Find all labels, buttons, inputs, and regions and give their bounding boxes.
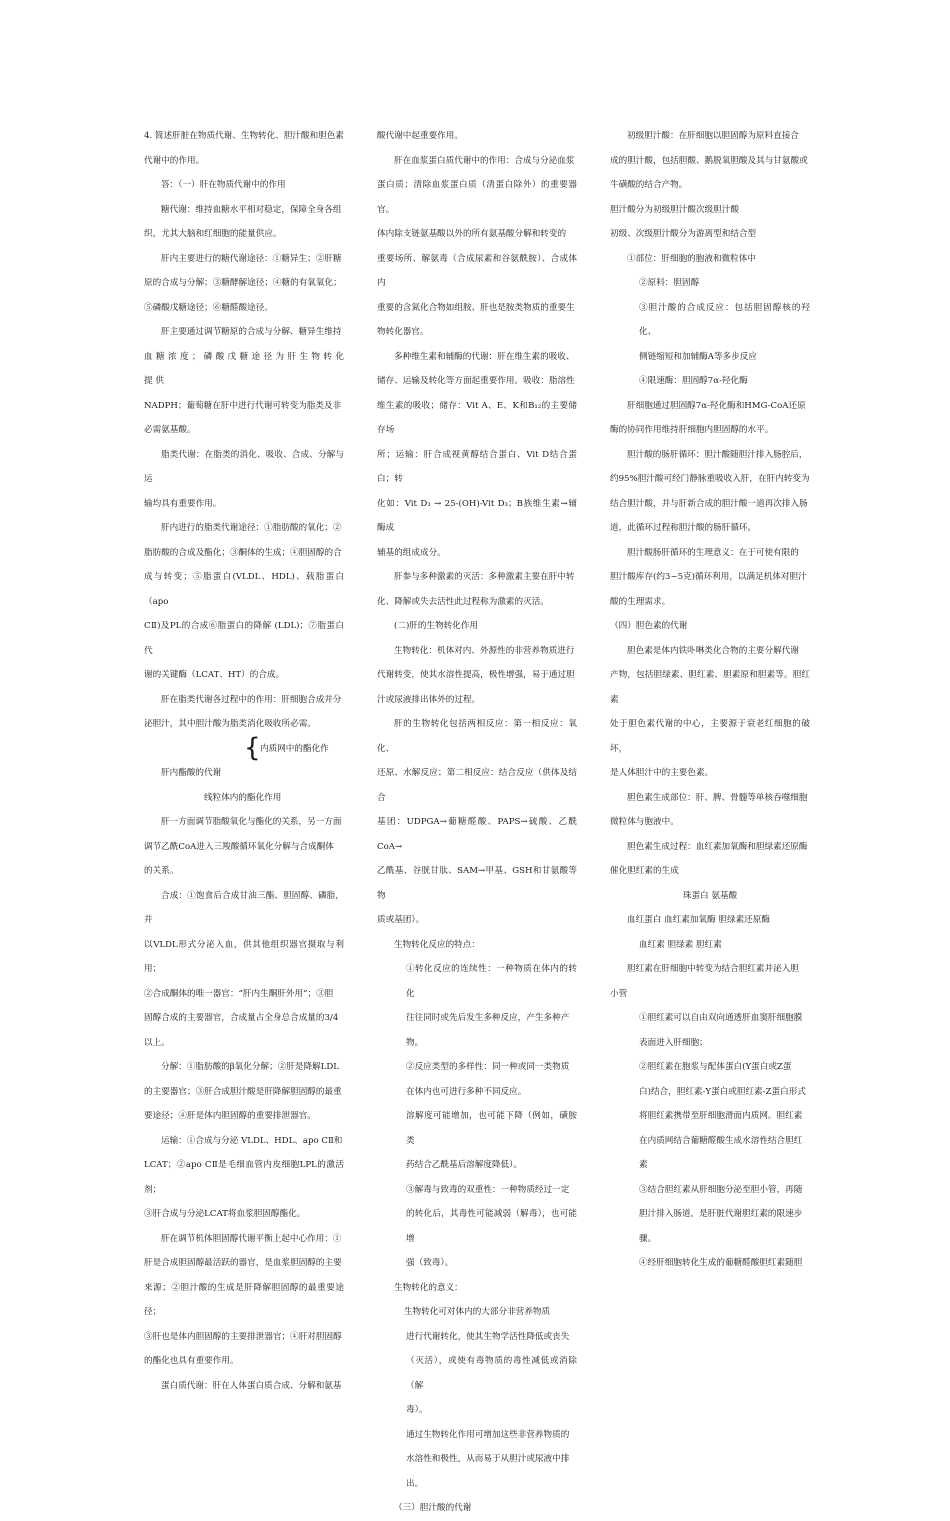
text-line: 调节乙酰CoA进入三羧酸循环氧化分解与合成酮体	[144, 841, 334, 852]
text-line: 肝一方面调节脂酸氧化与酯化的关系，另一方面	[161, 817, 342, 827]
text-line: 道，此循环过程称胆汁酸的肠肝循环。	[610, 523, 757, 533]
text-line: 胆汁酸的肠肝循环：胆汁酸随胆汁排入肠腔后，	[627, 449, 808, 460]
text-line: (二)肝的生物转化作用	[394, 621, 479, 631]
text-line: 胆红素在肝细胞中转变为结合胆红素并泌入胆	[627, 964, 799, 974]
text-line: 基团：UDPGA→葡糖醛酸、PAPS→硫酸、乙酰CoA→	[377, 817, 577, 852]
text-line: ③肝也是体内胆固醇的主要排泄器官；④肝对胆固醇	[144, 1331, 342, 1342]
text-line: 物转化器官。	[377, 327, 429, 337]
text-line: （四）胆色素的代谢	[610, 621, 688, 631]
text-line: 乙酰基、谷胱甘肽、SAM→甲基、GSH和甘氨酸等物	[377, 866, 577, 901]
text-line: 体内除支链氨基酸以外的所有氨基酸分解和转变的	[377, 229, 567, 239]
text-line: 毒）。	[406, 1405, 428, 1415]
text-line: 结合胆汁酸，并与肝新合成的胆汁酸一道再次排入肠	[610, 498, 808, 509]
text-line: 进行代谢转化，使其生物学活性降低或丧失	[406, 1331, 570, 1342]
text-line: 谢的关键酶（LCAT、HT）的合成。	[144, 670, 285, 680]
text-line: LCAT；②apo CⅡ是毛细血管内皮细胞LPL的激活剂；	[144, 1160, 344, 1195]
text-line: 产物，包括胆绿素、胆红素、胆素原和胆素等。胆红素	[610, 670, 810, 705]
text-line: 生物转化反应的特点：	[394, 939, 480, 950]
text-line: 的主要器官；③肝合成胆汁酸是肝降解胆固醇的最重	[144, 1086, 342, 1097]
text-column-3	[610, 124, 810, 1276]
text-line: ②合成酮体的唯一器官：“肝内生酮肝外用”；③胆	[144, 988, 334, 999]
text-line: 胆色素是体内铁卟啉类化合物的主要分解代谢	[627, 645, 799, 656]
text-line: NADPH；葡萄糖在肝中进行代谢可转变为脂类及非	[144, 400, 342, 411]
text-line: 酸的生理需求。	[610, 596, 671, 607]
text-line: 侧链缩短和加辅酶A等多步反应	[639, 351, 757, 362]
text-line: 往往同时或先后发生多种反应，产生多种产	[406, 1013, 570, 1023]
text-line: ①胆红素可以自由双向通透肝血窦肝细胞膜	[639, 1013, 803, 1023]
text-line: 的转化后，其毒性可能减弱（解毒），也可能增	[406, 1209, 577, 1244]
text-line: 出。	[406, 1478, 424, 1489]
text-line: 合成：①饱食后合成甘油三酯、胆固醇、磷脂，并	[144, 890, 344, 925]
text-line: 织，尤其大脑和红细胞的能量供应。	[144, 229, 282, 239]
text-line: ⑤磷酸戊糖途径；⑥糖醛酸途径。	[144, 302, 273, 313]
text-line: 酶的协同作用维持肝细胞内胆固醇的水平。	[610, 425, 774, 435]
text-line: 通过生物转化作用可增加这些非营养物质的	[406, 1429, 570, 1440]
text-line: 肝在调节机体胆固醇代谢平衡上起中心作用：①	[161, 1233, 342, 1244]
text-line: ③肝合成与分泌LCAT将血浆胆固醇酯化。	[144, 1209, 306, 1219]
text-line: 药结合乙酰基后溶解度降低）。	[406, 1160, 523, 1170]
text-line: ①转化反应的连续性：一种物质在体内的转化	[406, 964, 577, 999]
text-line: 肝在脂类代谢各过程中的作用：肝细胞合成并分	[161, 694, 342, 705]
text-line: ③解毒与致毒的双重性：一种物质经过一定	[406, 1184, 570, 1195]
text-line: 来源；②胆汁酸的生成是肝降解胆固醇的最重要途径；	[144, 1282, 344, 1317]
text-line: 催化胆红素的生成	[610, 866, 679, 876]
text-line: 要途径；④肝是体内胆固醇的重要排泄器官。	[144, 1111, 316, 1121]
text-line: 在体内也可进行多种不同反应。	[406, 1086, 527, 1097]
text-line: 是人体胆汁中的主要色素。	[610, 768, 714, 778]
brace-row	[144, 732, 344, 763]
text-line: ②原料：胆固醇	[639, 278, 700, 288]
text-line: 肝细胞通过胆固醇7α-羟化酶和HMG-CoA还原	[627, 400, 806, 411]
text-line: 肝内主要进行的糖代谢途径：①糖异生；②肝糖	[161, 253, 342, 264]
text-line: 化如：Vit D₃ → 25-(OH)-Vit D₃；B族维生素→辅酶成	[377, 498, 577, 533]
brace-icon: {	[244, 732, 261, 763]
text-line: 多种维生素和辅酶的代谢：肝在维生素的吸收、	[394, 351, 575, 362]
text-line: 素	[639, 1160, 648, 1170]
text-line: 固醇合成的主要器官，合成量占全身总合成量的3/4	[144, 1013, 339, 1023]
text-line: ④限速酶：胆固醇7α-羟化酶	[639, 376, 748, 386]
text-line: 约95%胆汁酸可经门静脉重吸收入肝，在肝内转变为	[610, 474, 810, 484]
text-line: 必需氨基酸。	[144, 425, 196, 435]
text-line: 以上。	[144, 1037, 170, 1048]
text-line: 初级、次级胆汁酸分为游离型和结合型	[610, 229, 757, 239]
text-line: 胆色素生成过程：血红素加氧酶和胆绿素还原酶	[627, 841, 808, 852]
text-line: 血红素 胆绿素 胆红素	[639, 939, 722, 950]
text-line: 泌胆汁，其中胆汁酸为脂类消化吸收所必需。	[144, 719, 316, 729]
text-line: ②反应类型的多样性：同一种或同一类物质	[406, 1062, 570, 1072]
text-line: 的关系。	[144, 866, 179, 876]
text-line: 答：（一）肝在物质代谢中的作用	[161, 180, 286, 190]
text-line: 重要的含氮化合物如组胺、肝也是胺类物质的重要生	[377, 302, 575, 313]
text-line: 血 糖 浓 度 ； 磷 酸 戊 糖 途 径 为 肝 生 物 转 化 提 供	[144, 351, 344, 386]
text-line: 汁或尿液排出体外的过程。	[377, 694, 481, 705]
text-line: 原的合成与分解；③糖酵解途径；④糖的有氧氧化；	[144, 278, 342, 288]
text-line: 初级胆汁酸：在肝细胞以胆固醇为原料直接合	[627, 131, 799, 141]
text-line: （三）胆汁酸的代谢	[394, 1503, 472, 1513]
text-line: 胆汁酸分为初级胆汁酸次级胆汁酸	[610, 204, 739, 215]
text-line: 蛋白质代谢：肝在人体蛋白质合成、分解和氨基	[161, 1380, 342, 1391]
text-line: 肝内进行的脂类代谢途径：①脂肪酸的氧化；②	[161, 523, 342, 533]
text-line: 溶解度可能增加，也可能下降（例如，磺胺类	[406, 1111, 577, 1146]
text-line: 4. 简述肝脏在物质代谢、生物转化、胆汁酸和胆色素	[144, 131, 344, 141]
text-line: 肝内酯酸的代谢	[161, 768, 222, 778]
text-line: 胆汁排入肠道，是肝脏代谢胆红素的限速步	[639, 1209, 803, 1219]
text-line: 维生素的吸收；储存：Vit A、E、K和B₁₂的主要储存场	[377, 400, 577, 435]
text-line: 处于胆色素代谢的中心，主要源于衰老红细胞的破坏，	[610, 719, 810, 754]
text-line: 重要场所、解氨毒（合成尿素和谷氨酰胺）、合成体内	[377, 253, 577, 288]
text-line: 生物转化的意义：	[394, 1282, 463, 1293]
text-line: ①部位：肝细胞的胞液和微粒体中	[627, 253, 756, 264]
text-line: 所；运输：肝合成视黄醇结合蛋白、Vit D结合蛋白；转	[377, 449, 577, 484]
text-line: 骤。	[639, 1233, 657, 1244]
text-line: 脂类代谢：在脂类的消化、吸收、合成、分解与运	[144, 449, 344, 484]
text-line: 微粒体与胞液中。	[610, 817, 679, 827]
text-line: 内质网中的酯化作	[260, 743, 329, 754]
text-line: 代谢中的作用。	[144, 155, 205, 166]
text-line: 肝的生物转化包括两相反应：第一相反应：氧化、	[377, 719, 577, 754]
text-line: 水溶性和极性，从而易于从胆汁或尿液中排	[406, 1454, 570, 1464]
text-line: 将胆红素携带至肝细胞滑面内质网。胆红素	[639, 1111, 803, 1121]
text-line: 表面进入肝细胞；	[639, 1037, 708, 1048]
text-line: 胆色素生成部位：肝、脾、骨髓等单核吞噬细胞	[627, 792, 808, 803]
text-line: 以VLDL形式分泌入血，供其他组织器官摄取与利用；	[144, 939, 344, 974]
text-line: 线粒体内的酯化作用	[204, 792, 282, 803]
text-line: 血红蛋白 血红素加氧酶 胆绿素还原酶	[627, 915, 770, 925]
text-line: 的酯化也具有重要作用。	[144, 1356, 239, 1366]
text-line: 肝主要通过调节糖原的合成与分解、糖异生维持	[161, 327, 342, 337]
text-line: 肝在血浆蛋白质代谢中的作用：合成与分泌血浆	[394, 155, 575, 166]
text-line: 牛磺酸的结合产物。	[610, 180, 688, 190]
text-line: 蛋白质；清除血浆蛋白质（清蛋白除外）的重要器官。	[377, 180, 577, 215]
text-line: 胆汁酸库存(约3~5克)循环利用，以满足机体对胆汁	[610, 572, 807, 582]
text-line: 白)结合，胆红素-Y蛋白或胆红素-Z蛋白形式	[639, 1086, 806, 1097]
text-line: 质或基团）。	[377, 915, 425, 925]
text-line: ④经肝细胞转化生成的葡糖醛酸胆红素随胆	[639, 1258, 803, 1268]
text-column-1	[144, 124, 344, 1398]
text-line: 肝是合成胆固醇最活跃的器官，是血浆胆固醇的主要	[144, 1258, 342, 1268]
text-line: 小管	[610, 988, 628, 999]
text-line: （灭活），或使有毒物质的毒性减低或消除（解	[406, 1356, 577, 1391]
text-line: 还原、水解反应；第二相反应：结合反应（供体及结合	[377, 768, 577, 803]
text-line: 运输：①合成与分泌 VLDL、HDL、apo CⅡ和	[161, 1135, 343, 1146]
text-line: 在内质网结合葡糖醛酸生成水溶性结合胆红	[639, 1135, 803, 1146]
text-line: 代谢转变，使其水溶性提高，极性增强，易于通过胆	[377, 670, 575, 680]
text-line: 成的胆汁酸，包括胆酸、鹅脱氧胆酸及其与甘氨酸或	[610, 155, 808, 166]
text-column-2	[377, 124, 577, 1521]
text-line: 强（致毒）。	[406, 1258, 454, 1268]
text-line: ③胆汁酸的合成反应：包括胆固醇核的羟化、	[639, 302, 810, 337]
text-line: 辅基的组成成分。	[377, 547, 446, 558]
text-line: 生物转化：机体对内、外源性的非营养物质进行	[394, 645, 575, 656]
text-line: 肝参与多种激素的灭活：多种激素主要在肝中转	[394, 572, 575, 582]
text-line: 输均具有重要作用。	[144, 498, 222, 509]
text-line: 物。	[406, 1037, 424, 1048]
text-line: 化、降解或失去活性此过程称为激素的灭活。	[377, 596, 549, 607]
text-line: 分解：①脂肪酸的β氧化分解；②肝是降解LDL	[161, 1062, 339, 1072]
text-line: 脂肪酸的合成及酯化；③酮体的生成；④胆固醇的合	[144, 547, 342, 558]
text-line: 胆汁酸肠肝循环的生理意义：在于可使有限的	[627, 547, 799, 558]
text-line: 珠蛋白 氨基酸	[682, 890, 738, 901]
text-line: CⅡ)及PL的合成⑥脂蛋白的降解 (LDL)；⑦脂蛋白代	[144, 621, 344, 656]
text-line: ②胆红素在胞浆与配体蛋白(Y蛋白或Z蛋	[639, 1062, 792, 1072]
text-line: 生物转化可对体内的大部分非营养物质	[403, 1307, 551, 1317]
text-line: 储存、运输及转化等方面起重要作用。吸收：脂溶性	[377, 376, 575, 386]
text-line: 糖代谢：维持血糖水平相对稳定，保障全身各组	[161, 204, 342, 215]
text-line: ③结合胆红素从肝细胞分泌至胆小管，再随	[639, 1184, 803, 1195]
text-line: 成与转变；⑤脂蛋白(VLDL、HDL)、载脂蛋白（apo	[144, 572, 344, 607]
text-line: 酸代谢中起重要作用。	[377, 131, 463, 141]
